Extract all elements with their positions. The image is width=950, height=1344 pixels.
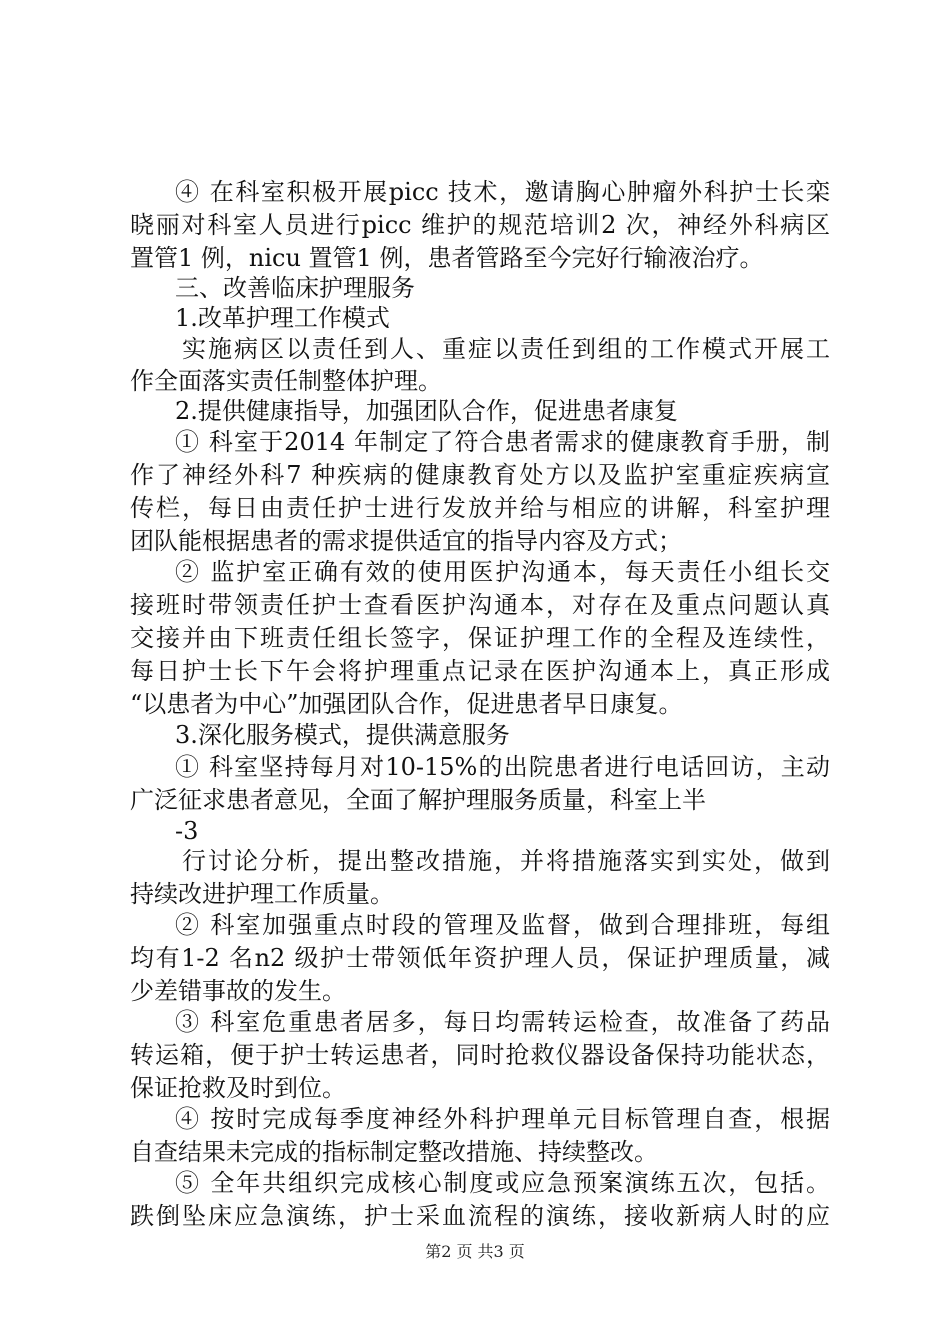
paragraph-line: 晓丽对科室人员进行picc 维护的规范培训2 次，神经外科病区 [130, 211, 830, 239]
paragraph-line: 作全面落实责任制整体护理。 [130, 367, 442, 395]
paragraph-line: 跌倒坠床应急演练，护士采血流程的演练，接收新病人时的应 [130, 1202, 830, 1230]
paragraph-line: 置管1 例，nicu 置管1 例，患者管路至今完好行输液治疗。 [130, 244, 764, 272]
paragraph-line: ③ 科室危重患者居多，每日均需转运检查，故准备了药品 [175, 1008, 830, 1036]
paragraph-line: ① 科室坚持每月对10-15%的出院患者进行电话回访，主动 [175, 753, 830, 781]
paragraph-line: 均有1-2 名n2 级护士带领低年资护理人员，保证护理质量，减 [130, 944, 830, 972]
paragraph-line: 保证抢救及时到位。 [130, 1074, 346, 1102]
subsection-heading: 2.提供健康指导，加强团队合作，促进患者康复 [175, 397, 678, 425]
paragraph-line: ② 监护室正确有效的使用医护沟通本，每天责任小组长交 [175, 558, 830, 586]
section-heading: 三、改善临床护理服务 [175, 274, 415, 302]
paragraph-line: 传栏，每日由责任护士进行发放并给与相应的讲解，科室护理 [130, 494, 830, 522]
paragraph-line: 交接并由下班责任组长签字，保证护理工作的全程及连续性， [130, 624, 830, 652]
paragraph-line: ⑤ 全年共组织完成核心制度或应急预案演练五次，包括。 [175, 1169, 830, 1197]
page-marker: -3 [175, 817, 199, 845]
paragraph-line: 自查结果未完成的指标制定整改措施、持续整改。 [130, 1138, 658, 1166]
subsection-heading: 3.深化服务模式，提供满意服务 [175, 721, 510, 749]
page-footer: 第2 页 共3 页 [425, 1242, 525, 1261]
paragraph-line: 少差错事故的发生。 [130, 977, 346, 1005]
paragraph-line: 团队能根据患者的需求提供适宜的指导内容及方式； [130, 527, 682, 555]
subsection-heading: 1.改革护理工作模式 [175, 304, 390, 332]
paragraph-line: 作了神经外科7 种疾病的健康教育处方以及监护室重症疾病宣 [130, 461, 830, 489]
paragraph-line: “以患者为中心”加强团队合作，促进患者早日康复。 [130, 690, 683, 718]
paragraph-line: 接班时带领责任护士查看医护沟通本，对存在及重点问题认真 [130, 591, 830, 619]
paragraph-line: 广泛征求患者意见，全面了解护理服务质量，科室上半 [130, 786, 706, 814]
paragraph-line: 转运箱，便于护士转运患者，同时抢救仪器设备保持功能状态， [130, 1041, 830, 1069]
paragraph-line: 每日护士长下午会将护理重点记录在医护沟通本上，真正形成 [130, 657, 830, 685]
paragraph-line: ② 科室加强重点时段的管理及监督，做到合理排班，每组 [175, 911, 830, 939]
paragraph-line: ④ 在科室积极开展picc 技术，邀请胸心肿瘤外科护士长栾 [175, 178, 830, 206]
paragraph-line: 行讨论分析，提出整改措施，并将措施落实到实处，做到 [182, 847, 830, 875]
paragraph-line: ④ 按时完成每季度神经外科护理单元目标管理自查，根据 [175, 1105, 830, 1133]
paragraph-line: 持续改进护理工作质量。 [130, 880, 394, 908]
paragraph-line: 实施病区以责任到人、重症以责任到组的工作模式开展工 [182, 335, 830, 363]
paragraph-line: ① 科室于2014 年制定了符合患者需求的健康教育手册，制 [175, 428, 830, 456]
